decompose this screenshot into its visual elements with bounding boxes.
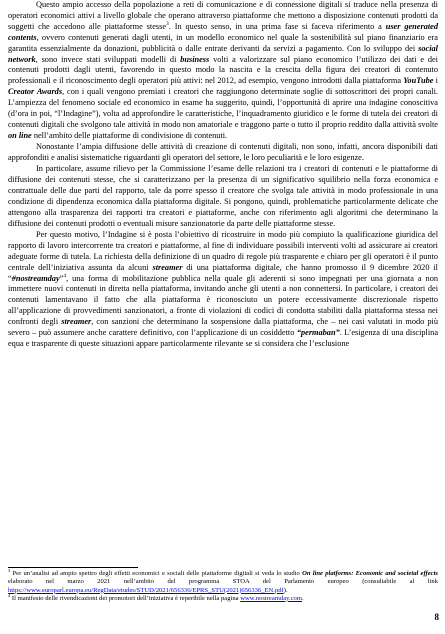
paragraph-1: Questo ampio accesso della popolazione a reti di comunicazione e di connessione digitali si traduce nella presenza di operatori economici attivi a livello globale che operano attraverso piattaforme che mettono a disposizione contenuti prodotti da soggetti che accedono alle piattaforme stesse$^3$. In questo senso, in una prima fase si faceva riferimento a user generated contents, ovvero contenuti generati dagli utenti, in un modello economico nel quale la sostenibilità sul piano finanziario era garantita essenzialmente da donazioni, pubblicità o dalle entrate derivanti da servizi a pagamento. Con lo sviluppo dei social network, sono invece stati sviluppati modelli di business volti a valorizzare sul piano economico l’utilizzo dei dati e dei contenuti prodotti dagli utenti, favorendo in questo modo la nascita e la crescita della figura dei creatori di contenuto professionali e il riconoscimento degli operatori più attivi: nel 2012, ad esempio, vengono introdotti dalla piattaforma YouTube i Creator Awards, con i quali vengono premiati i creatori che raggiungono determinate soglie di sottoscrittori dei propri canali. L’ampiezza del fenomeno sociale ed economico in esame ha suggerito, quindi, l’opportunità di aprire una indagine conoscitiva (d’ora in poi, “l’Indagine”), volta ad approfondire le caratteristiche, l’inquadramento giuridico e le forme di tutela dei creatori di contenuti digitali che svolgono tale attività in modo non amatoriale e traggono parte o tutto il proprio reddito dalla attività svolte on line nell’ambito delle piattaforme di condivisione di contenuti. <box>8 0 438 140</box>
footnote-3-link[interactable]: https://www.europarl.europa.eu/RegData/etudes/STUD/2021/656336/EPRS_STU(2021)656336_EN.pdf <box>8 586 284 594</box>
footnote-3: $^3$ Per un’analisi ad ampio spettro degli effetti economici e sociali delle piattaforme digitali si veda lo studio On line platforms: Economic and societal effects elaborato nel marzo 2021 nell’ambito del programma STOA del Parlamento europeo (consultabile al link https://www.europarl.europa.eu/RegData/etudes/STUD/2021/656336/EPRS_STU(2021)656336_EN.pdf). <box>8 567 438 594</box>
paragraph-2: Nonostante l’ampia diffusione delle attività di creazione di contenuti digitali, non sono, infatti, ancora disponibili dati approfonditi e analisi sistematiche riguardanti gli operatori del settore, le loro peculiarità e le loro esigenze. <box>8 142 438 162</box>
paragraph-3: In particolare, assume rilievo per la Commissione l’esame delle relazioni tra i creatori di contenuti e le piattaforme di diffusione dei contenuti stesse, che si caratterizzano per la presenza di un significativo squilibrio nella forza economica e contrattuale delle due parti del rapporto, tale da porre spesso il creatore che svolga tale attività in modo professionale in una condizione di dipendenza economica dalla piattaforma digitale. Si pongono, quindi, problematiche particolarmente delicate che attengono alla trasparenza dei rapporti tra creatori e piattaforme, anche con riferimento agli algoritmi che determinano la diffusione dei contenuti prodotti o eventuali misure sanzionatorie da parte delle piattaforme stesse. <box>8 164 438 228</box>
paragraph-4: Per questo motivo, l’Indagine si è posta l’obiettivo di ricostruire in modo più compiuto la qualificazione giuridica del rapporto di lavoro intercorrente tra creatori e piattaforme, al fine di individuare possibili interventi volti ad assicurare ai creatori adeguate forme di tutela. La richiesta della definizione di un quadro di regole più trasparente e chiaro per gli operatori è il punto centrale dell’iniziativa assunta da alcuni streamer di una piattaforma digitale, che hanno promosso il 9 dicembre 2020 il “#nostreamday”$^4$, una forma di mobilitazione pubblica nella quale gli aderenti si sono impegnati per una giornata a non immettere nuovi contenuti in diretta nella piattaforma, invitando anche gli utenti a non connettersi. In particolare, i creatori dei contenuti lamentavano il fatto che alla piattaforma è riconosciuto un potere eccessivamente discrezionale rispetto all’applicazione di provvedimenti sanzionatori, a fronte di violazioni di codici di condotta stabiliti dalla piattaforma stessa nei confronti degli streamer, con sanzioni che determinano la sospensione dalla piattaforma, che – nei casi valutati in modo più severo – può assumere anche carattere definitivo, con l’applicazione di un cosiddetto “permaban”. L’esigenza di una disciplina equa e trasparente di queste situazioni appare particolarmente rilevante se si considera che l’esclusione <box>8 229 439 348</box>
footnote-4: $^4$ Il manifesto delle rivendicazioni dei promotori dell’iniziativa è reperibile nella pagina www.nostreamday.com. <box>8 592 304 602</box>
body-text <box>8 0 438 350</box>
footnote-ref-3[interactable]: 3 <box>166 21 169 28</box>
footnotes <box>8 567 438 603</box>
footnote-separator <box>8 567 138 568</box>
page-number: 8 <box>434 612 439 622</box>
footnote-4-link[interactable]: www.nostreamday.com <box>240 594 302 602</box>
footnote-ref-4[interactable]: 4 <box>63 272 67 279</box>
